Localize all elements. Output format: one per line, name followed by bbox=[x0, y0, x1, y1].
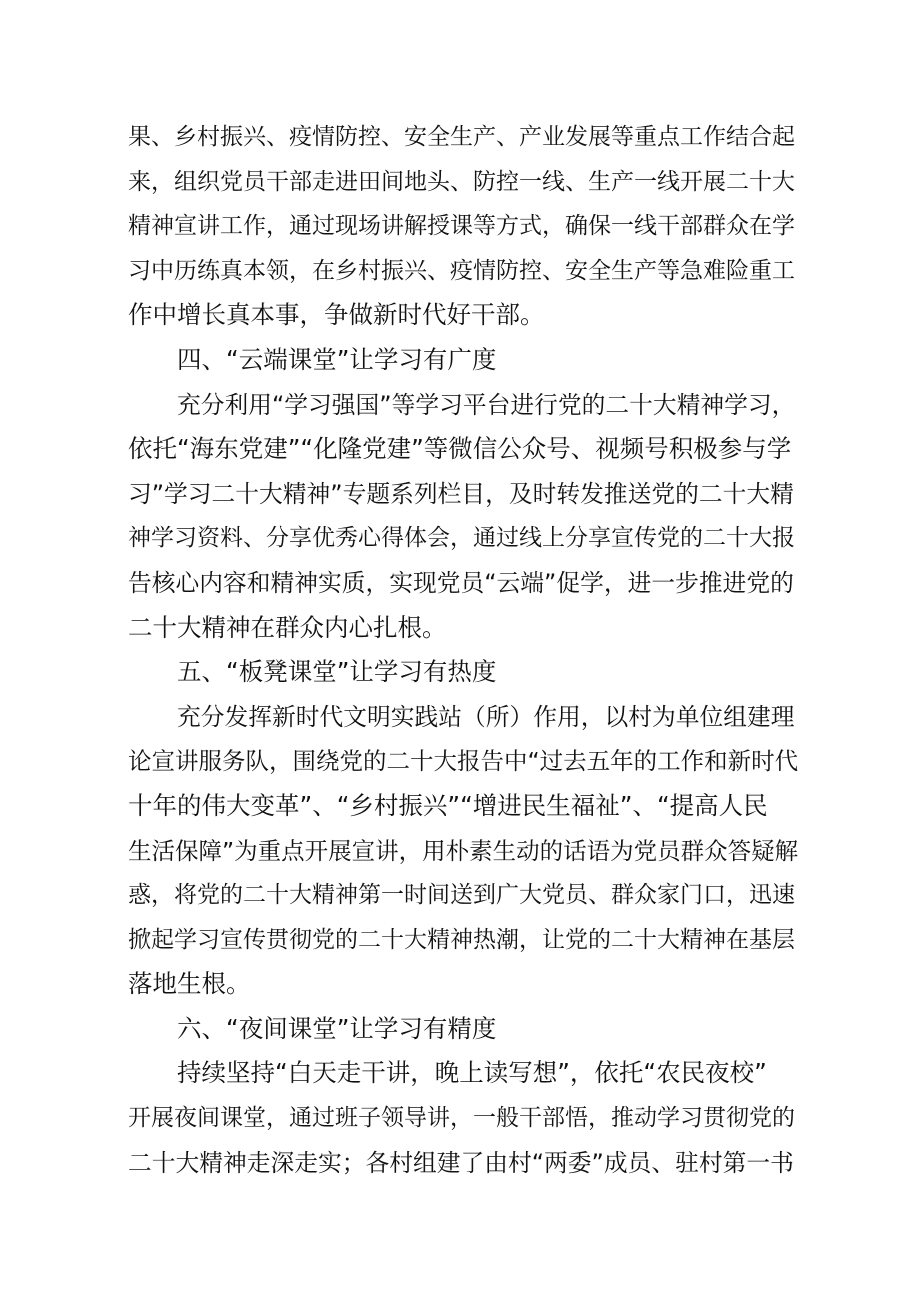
text-line: 习中历练真本领，在乡村振兴、疫情防控、安全生产等急难险重工 bbox=[128, 257, 795, 284]
section-heading: 五、“板凳课堂”让学习有热度 bbox=[177, 657, 497, 687]
text-line: 二十大精神走深走实；各村组建了由村“两委”成员、驻村第一书 bbox=[128, 1148, 794, 1177]
document-body bbox=[128, 115, 798, 1185]
text-line: 习”学习二十大精神”专题系列栏目，及时转发推送党的二十大精 bbox=[128, 479, 794, 508]
text-line: 开展夜间课堂，通过班子领导讲，一般干部悟，推动学习贯彻党的 bbox=[128, 1105, 795, 1132]
text-line: 十年的伟大变革”、“乡村振兴”“增进民生福祉”、“提高人民 bbox=[128, 790, 768, 820]
text-line: 持续坚持“白天走干讲，晚上读写想”，依托“农民夜校” bbox=[177, 1058, 767, 1088]
text-line: 二十大精神在群众内心扎根。 bbox=[128, 612, 447, 642]
section-heading: 六、“夜间课堂”让学习有精度 bbox=[177, 1013, 497, 1043]
text-line: 充分利用“学习强国”等学习平台进行党的二十大精神学习， bbox=[177, 390, 796, 419]
text-line: 果、乡村振兴、疫情防控、安全生产、产业发展等重点工作结合起 bbox=[128, 124, 795, 150]
text-line: 告核心内容和精神实质，实现党员“云端”促学，进一步推进党的 bbox=[128, 568, 794, 597]
section-heading: 四、“云端课堂”让学习有广度 bbox=[177, 344, 497, 374]
text-line: 落地生根。 bbox=[128, 969, 251, 999]
text-line: 惑，将党的二十大精神第一时间送到广大党员、群众家门口，迅速 bbox=[128, 882, 795, 909]
text-line: 生活保障”为重点开展宣讲，用朴素生动的话语为党员群众答疑解 bbox=[128, 836, 799, 865]
text-line: 论宣讲服务队，围绕党的二十大报告中“过去五年的工作和新时代 bbox=[128, 747, 799, 776]
text-line: 作中增长真本事，争做新时代好干部。 bbox=[128, 300, 545, 330]
text-line: 神学习资料、分享优秀心得体会，通过线上分享宣传党的二十大报 bbox=[128, 525, 795, 552]
text-line: 充分发挥新时代文明实践站（所）作用，以村为单位组建理 bbox=[177, 702, 795, 731]
text-line: 掀起学习宣传贯彻党的二十大精神热潮，让党的二十大精神在基层 bbox=[128, 926, 795, 953]
text-line: 精神宣讲工作，通过现场讲解授课等方式，确保一线干部群众在学 bbox=[128, 213, 795, 240]
text-line: 依托“海东党建”“化隆党建”等微信公众号、视频号积极参与学 bbox=[128, 434, 792, 464]
text-line: 来，组织党员干部走进田间地头、防控一线、生产一线开展二十大 bbox=[128, 168, 795, 195]
